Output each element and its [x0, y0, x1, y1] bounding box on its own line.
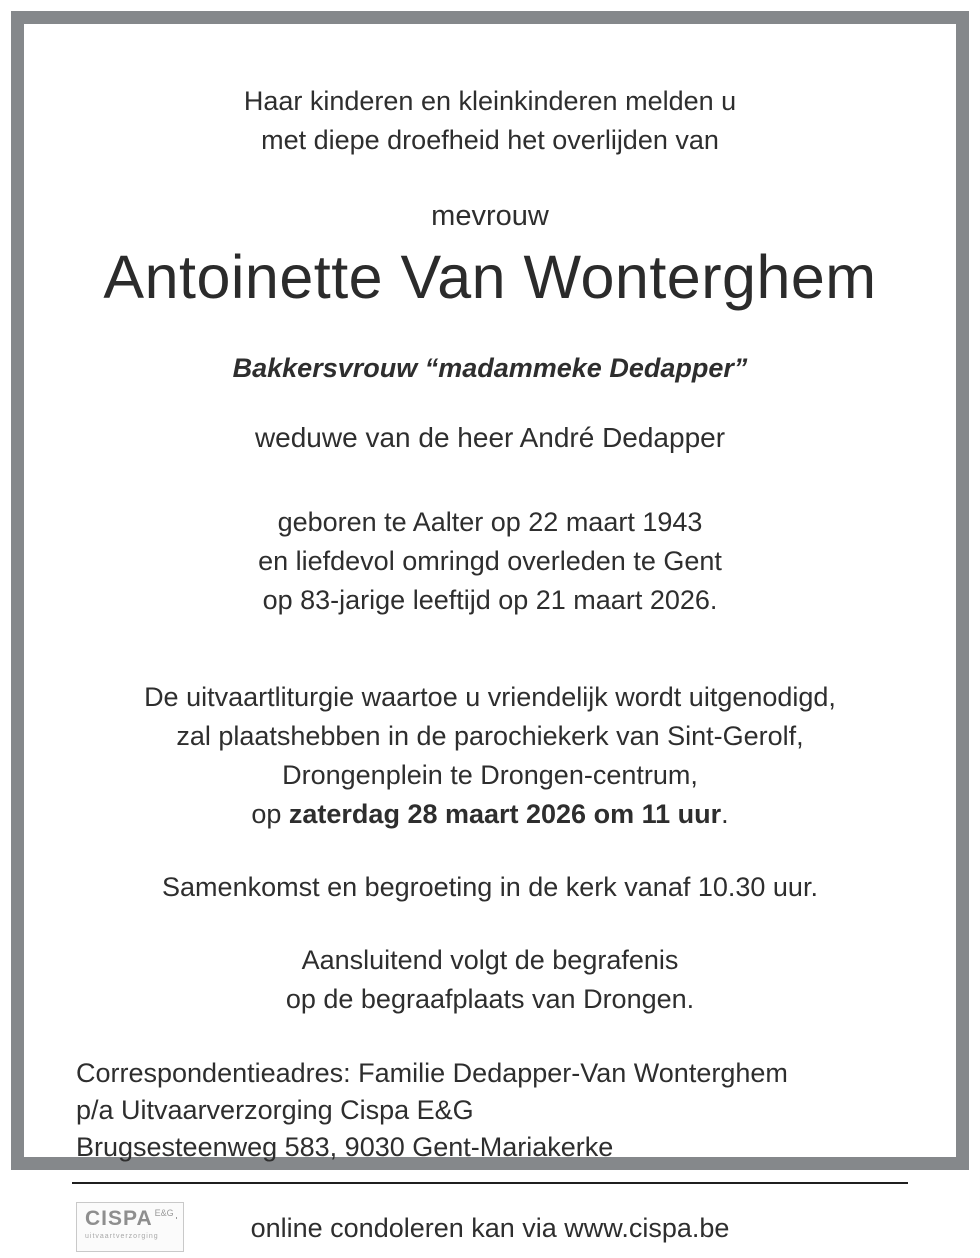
life-line: op 83-jarige leeftijd op 21 maart 2026. [262, 585, 718, 615]
correspondence-line: Brugsesteenweg 583, 9030 Gent-Mariakerke [76, 1132, 614, 1162]
funeral-service-block [24, 678, 956, 834]
announcement-content [24, 24, 956, 1243]
correspondence-line: p/a Uitvaarverzorging Cispa E&G [76, 1095, 474, 1125]
deceased-title-prefix: mevrouw [431, 200, 549, 232]
service-date-prefix: op [251, 799, 289, 829]
intro-line: met diepe droefheid het overlijden van [261, 125, 719, 155]
cispa-logo-eg-text: E&G [154, 1208, 174, 1218]
intro-line: Haar kinderen en kleinkinderen melden u [243, 86, 737, 116]
deceased-name: Antoinette Van Wonterghem [103, 243, 877, 311]
burial-block [24, 941, 956, 1019]
gathering-text: Samenkomst en begroeting in de kerk vanaf 10.30 uur. [162, 872, 818, 902]
intro-block [24, 82, 956, 160]
cispa-logo-line [176, 1217, 177, 1219]
cispa-logo-row [85, 1208, 177, 1230]
cispa-logo-subtext: uitvaartverzorging [85, 1233, 159, 1240]
cispa-logo [76, 1202, 184, 1252]
condolence-text: online condoleren kan via www.cispa.be [250, 1213, 730, 1243]
correspondence-line: Correspondentieadres: Familie Dedapper-Van Wonterghem [76, 1058, 788, 1088]
service-line: De uitvaartliturgie waartoe u vriendelijk wordt uitgenodigd, [144, 682, 836, 712]
cispa-logo-text: CISPA [85, 1207, 153, 1230]
service-line: Drongenplein te Drongen-centrum, [282, 760, 698, 790]
deceased-nickname: Bakkersvrouw “madammeke Dedapper” [232, 353, 748, 383]
service-date-bold: zaterdag 28 maart 2026 om 11 uur [288, 799, 722, 829]
service-date-suffix: . [721, 799, 729, 829]
life-line: en liefdevol omringd overleden te Gent [258, 546, 722, 576]
burial-line: Aansluitend volgt de begrafenis [301, 945, 679, 975]
footer [24, 1198, 956, 1258]
life-line: geboren te Aalter op 22 maart 1943 [277, 507, 703, 537]
border-frame [11, 11, 969, 1243]
footer-divider [72, 1182, 908, 1184]
service-line: zal plaatshebben in de parochiekerk van Sint-Gerolf, [176, 721, 804, 751]
burial-line: op de begraafplaats van Drongen. [285, 984, 695, 1014]
deceased-relation: weduwe van de heer André Dedapper [254, 422, 726, 453]
service-date-line [24, 795, 956, 834]
life-dates-block [24, 503, 956, 620]
correspondence-block [24, 1055, 956, 1166]
